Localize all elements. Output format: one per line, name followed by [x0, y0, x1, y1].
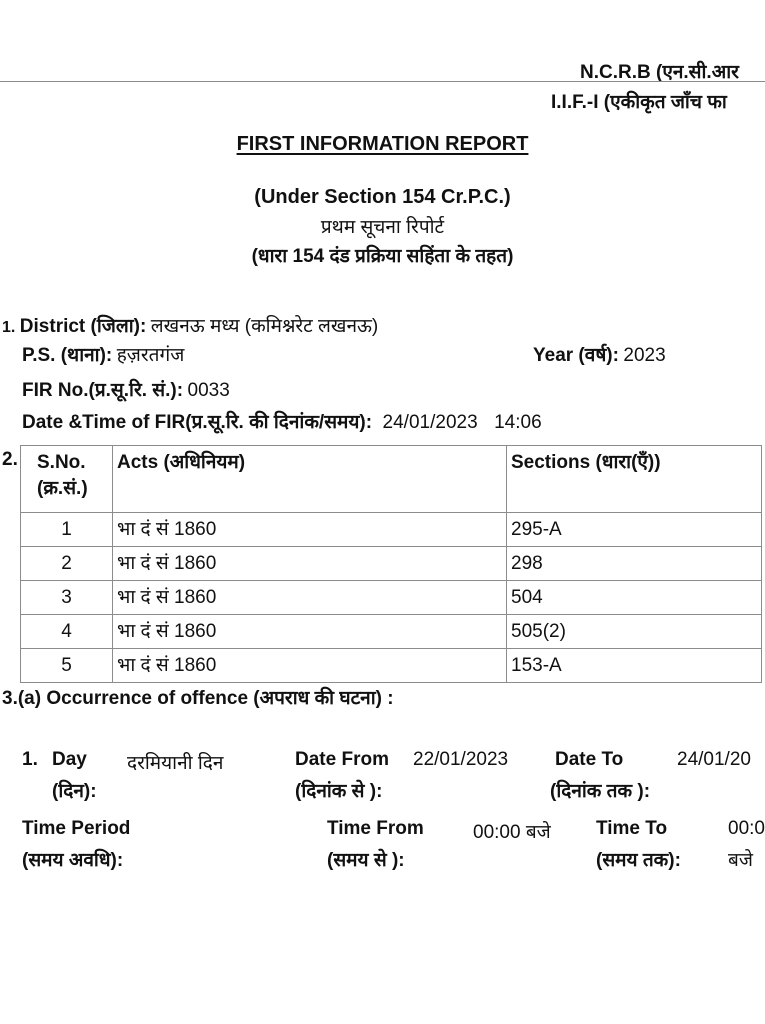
- section1-district-row: [2, 312, 378, 338]
- hindi-section-pre: (धारा: [251, 246, 293, 267]
- section2-number: 2.: [2, 449, 18, 470]
- table-row: [21, 649, 762, 683]
- iif-header: [551, 88, 727, 114]
- hindi-section-post: दंड प्रक्रिया सहिंता के तहत): [324, 246, 514, 267]
- time-to-value: 00:0: [728, 818, 765, 839]
- hindi-section-num: 154: [292, 246, 325, 267]
- fir-date-value: 24/01/2023: [382, 412, 478, 433]
- acts-header: Acts (अधिनियम): [113, 446, 507, 513]
- sno-header-hi: (क्र.सं.): [37, 478, 88, 499]
- table-row: [21, 513, 762, 547]
- sections-header: Sections (धारा(एँ)): [507, 446, 762, 513]
- ps-row: [22, 341, 184, 367]
- time-period-label-hi: (समय अवधि):: [22, 850, 124, 871]
- day-label: Day: [52, 749, 87, 770]
- report-title: FIRST INFORMATION REPORT: [236, 133, 529, 155]
- table-row: [21, 615, 762, 649]
- header-divider: [0, 81, 765, 82]
- fir-time-value: 14:06: [494, 412, 542, 433]
- year-row: [533, 341, 666, 367]
- act-cell: भा दं सं 1860: [113, 615, 507, 649]
- datetime-label: Date &Time of FIR(प्र.सू.रि. की दिनांक/समय):: [22, 412, 373, 433]
- ncrb-header-text: N.C.R.B (एन.सी.आर: [580, 62, 739, 83]
- hindi-title: प्रथम सूचना रिपोर्ट: [320, 217, 445, 238]
- under-section: (Under Section 154 Cr.P.C.): [254, 186, 511, 208]
- sno-header-en: S.No.: [37, 452, 86, 473]
- time-to-label: Time To: [596, 818, 668, 839]
- datetime-row: [22, 408, 542, 434]
- sno-cell: 1: [21, 513, 113, 547]
- section-cell: 504: [507, 581, 762, 615]
- date-to-value: 24/01/20: [677, 749, 751, 770]
- fir-label: FIR No.(प्र.सू.रि. सं.):: [22, 380, 184, 401]
- sno-header: [21, 446, 113, 513]
- year-value: 2023: [623, 345, 666, 366]
- section1-number: 1.: [2, 319, 16, 336]
- act-cell: भा दं सं 1860: [113, 513, 507, 547]
- district-value: लखनऊ मध्य (कमिश्नरेट लखनऊ): [150, 316, 379, 337]
- time-from-label-hi: (समय से ):: [327, 850, 405, 871]
- sno-cell: 5: [21, 649, 113, 683]
- ps-value: हज़रतगंज: [116, 345, 185, 366]
- section-cell: 153-A: [507, 649, 762, 683]
- date-from-label: Date From: [295, 749, 389, 770]
- fir-row: [22, 376, 230, 402]
- day-value: दरमियानी दिन: [127, 753, 224, 774]
- fir-value: 0033: [187, 380, 230, 401]
- time-period-label: Time Period: [22, 818, 131, 839]
- date-from-label-hi: (दिनांक से ):: [295, 781, 383, 802]
- time-from-label: Time From: [327, 818, 424, 839]
- time-from-value: 00:00 बजे: [473, 822, 551, 843]
- district-label: District (जिला):: [19, 316, 147, 337]
- iif-header-text: I.I.F.-I (एकीकृत जाँच फा: [551, 92, 727, 113]
- time-to-suffix: बजे: [728, 850, 753, 871]
- day-label-hi: (दिन):: [52, 781, 97, 802]
- table-row: [21, 581, 762, 615]
- act-cell: भा दं सं 1860: [113, 547, 507, 581]
- section-cell: 298: [507, 547, 762, 581]
- sno-cell: 3: [21, 581, 113, 615]
- acts-table: [20, 445, 762, 683]
- ps-label: P.S. (थाना):: [22, 345, 113, 366]
- hindi-section: [0, 242, 765, 268]
- act-cell: भा दं सं 1860: [113, 581, 507, 615]
- sno-cell: 4: [21, 615, 113, 649]
- year-label: Year (वर्ष):: [533, 345, 619, 366]
- time-to-label-hi: (समय तक):: [596, 850, 681, 871]
- date-from-value: 22/01/2023: [413, 749, 509, 770]
- table-row: [21, 547, 762, 581]
- date-to-label: Date To: [555, 749, 624, 770]
- acts-table-header: [21, 446, 762, 513]
- section-cell: 505(2): [507, 615, 762, 649]
- section3-label: 3.(a) Occurrence of offence (अपराध की घटना) :: [2, 688, 394, 709]
- sno-cell: 2: [21, 547, 113, 581]
- section-cell: 295-A: [507, 513, 762, 547]
- item1-number: 1.: [22, 749, 38, 770]
- act-cell: भा दं सं 1860: [113, 649, 507, 683]
- date-to-label-hi: (दिनांक तक ):: [550, 781, 651, 802]
